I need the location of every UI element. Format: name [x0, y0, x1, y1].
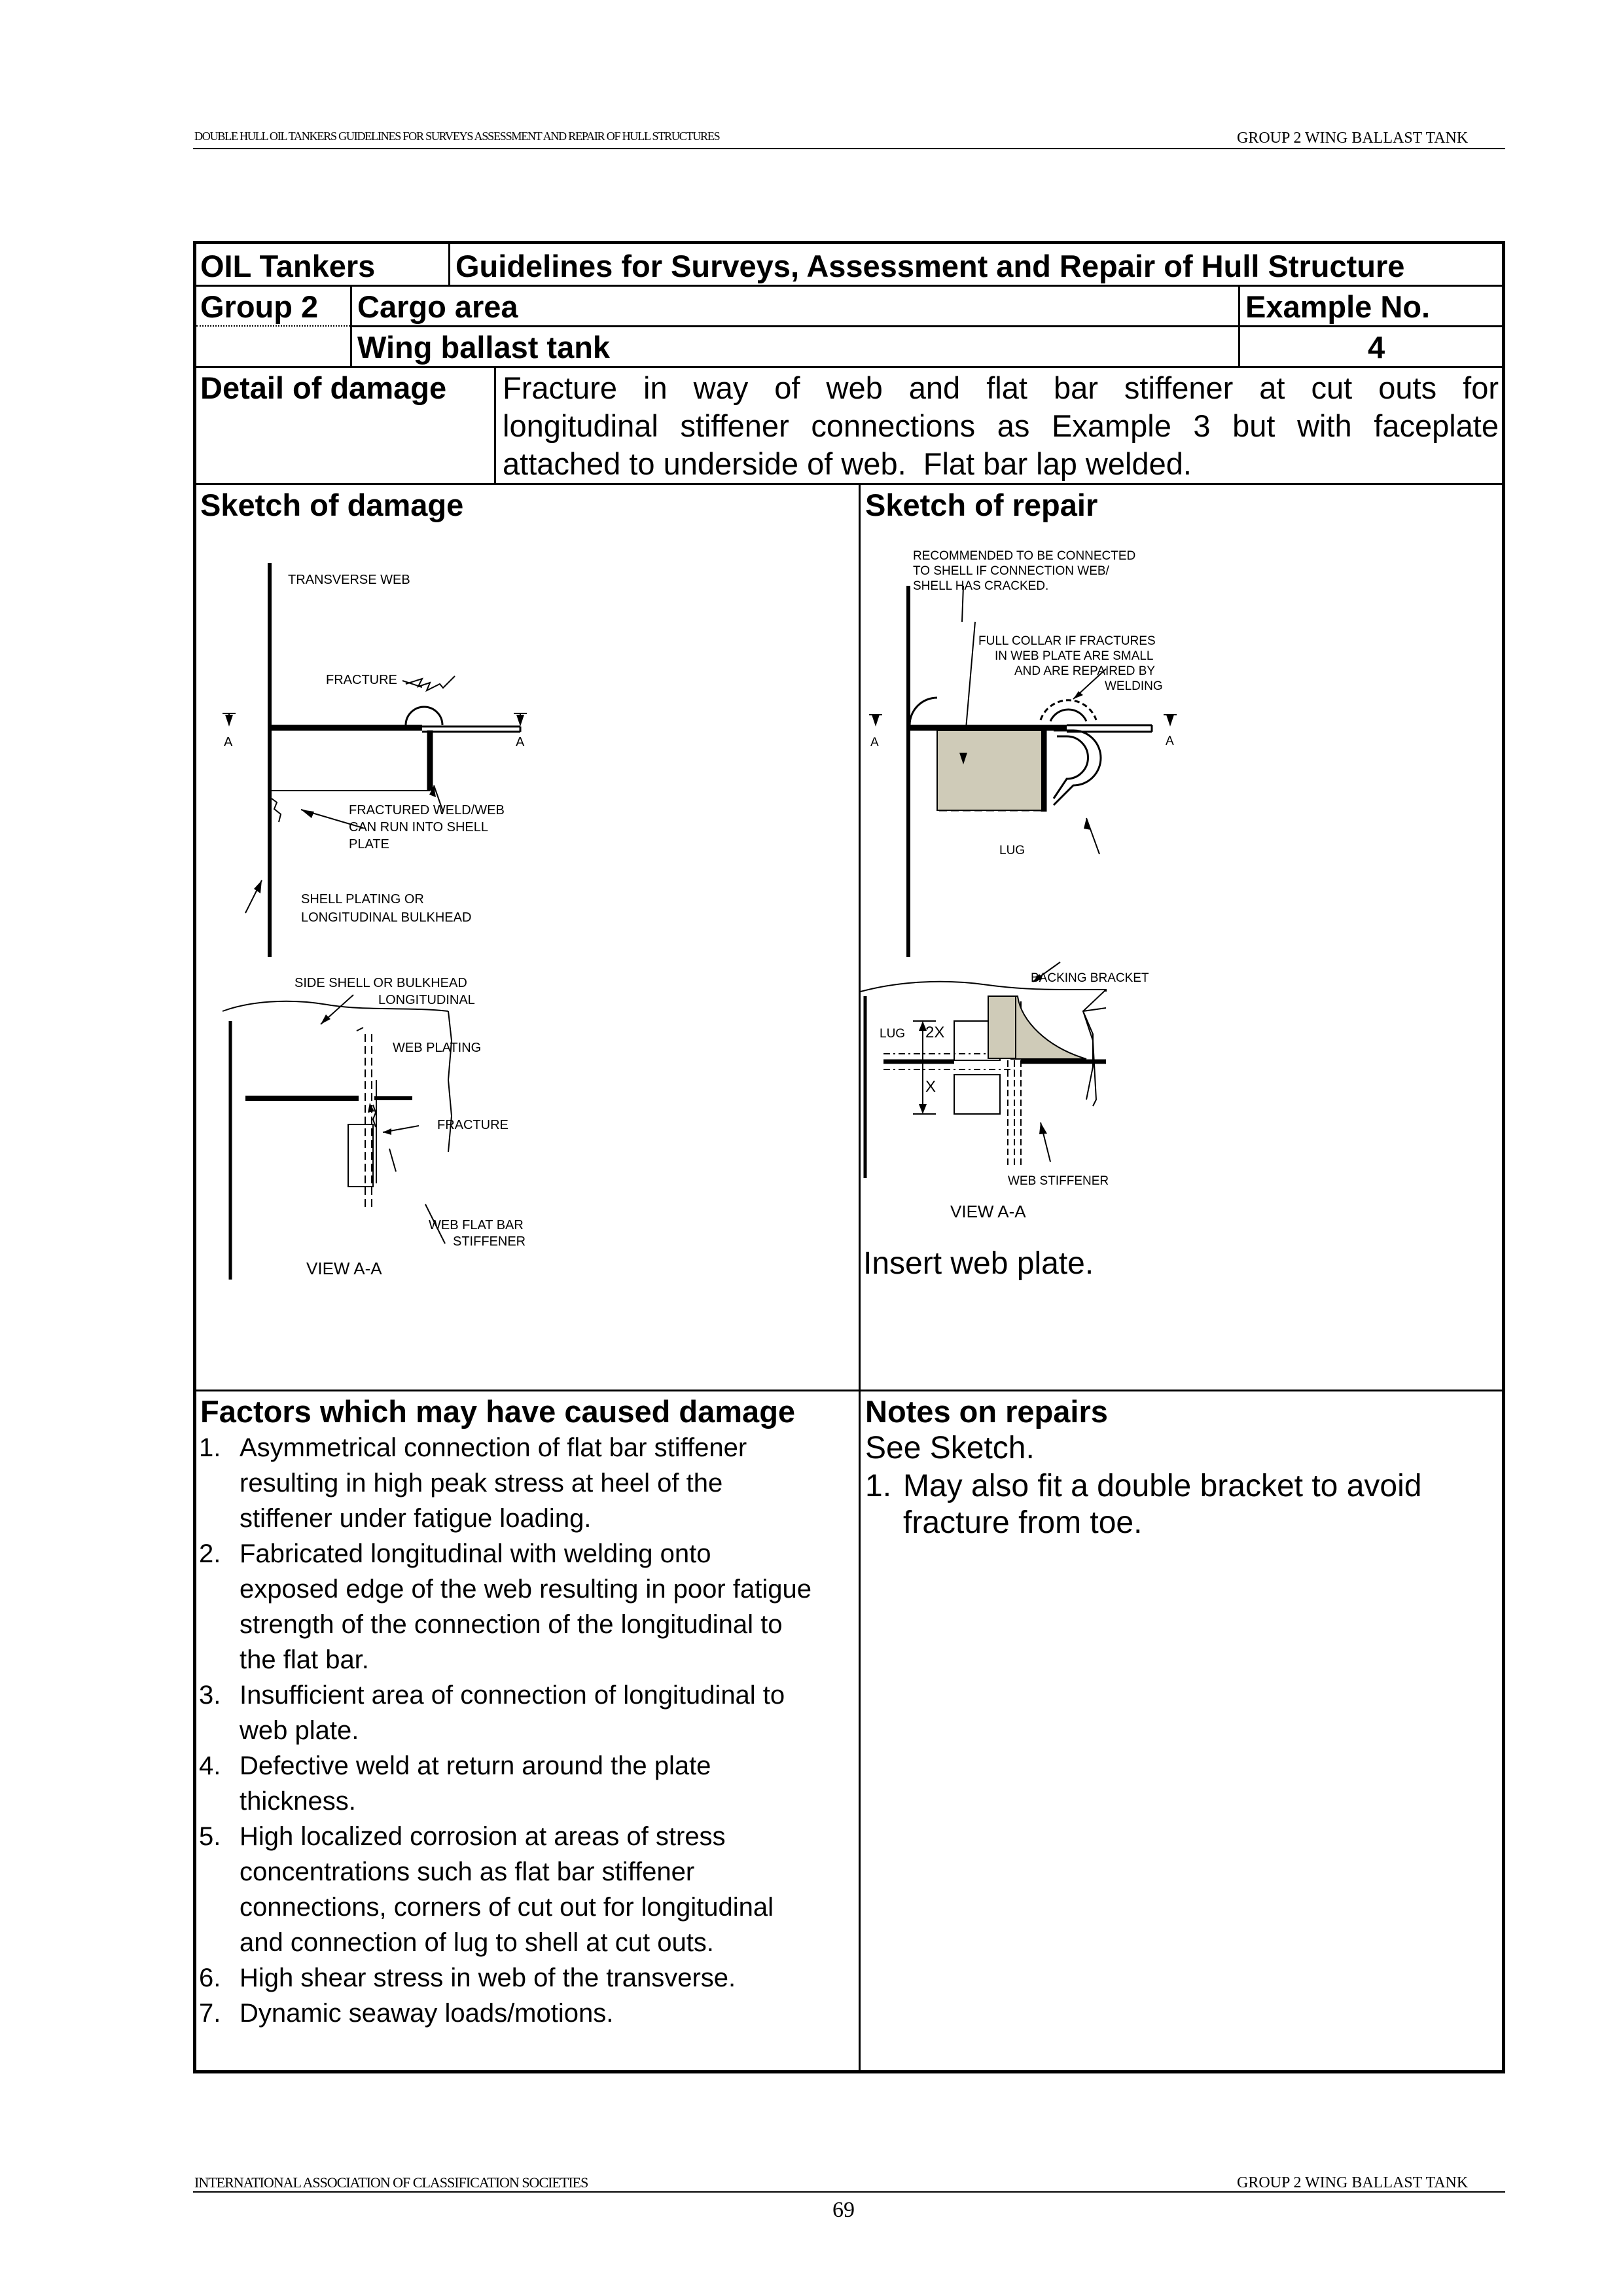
- factor-item: [199, 1748, 853, 1819]
- factor-line: High shear stress in web of the transverse.: [240, 1964, 736, 1992]
- factor-item: [199, 1819, 853, 1960]
- note-line-1a: May also fit a double bracket to avoid: [903, 1469, 1422, 1503]
- label-full-collar-3: AND ARE REPAIRED BY: [1014, 664, 1156, 678]
- damage-sketch: [196, 524, 851, 1374]
- label-web-flat-bar-2: STIFFENER: [453, 1234, 526, 1249]
- group-label: Group 2: [200, 289, 319, 324]
- example-label: Example No.: [1245, 289, 1431, 324]
- section-mark-a-left: A: [224, 735, 233, 749]
- factor-line: connections, corners of cut out for longitudinal: [240, 1893, 774, 1922]
- factor-line: and connection of lug to shell at cut outs.: [240, 1928, 714, 1957]
- doc-title: Guidelines for Surveys, Assessment and Repair of Hull Structure: [455, 249, 1405, 283]
- label-view-a-a-repair: VIEW A-A: [950, 1202, 1026, 1221]
- factor-line: Insufficient area of connection of longitudinal to: [240, 1681, 785, 1710]
- factor-item: [199, 1430, 853, 1536]
- label-shell-plating-2: LONGITUDINAL BULKHEAD: [301, 910, 472, 925]
- section-mark-a-left-repair: A: [870, 736, 879, 749]
- insert-plate: [937, 730, 1042, 810]
- label-fracture: FRACTURE: [326, 673, 397, 687]
- running-footer-right: GROUP 2 WING BALLAST TANK: [1237, 2174, 1469, 2191]
- detail-text-1: Fracture in way of web and flat bar stiffener at cut outs for: [503, 370, 1499, 405]
- running-header-right: GROUP 2 WING BALLAST TANK: [1237, 130, 1469, 147]
- factor-line: Asymmetrical connection of flat bar stiffener: [240, 1433, 747, 1462]
- label-lug-view: LUG: [880, 1027, 906, 1041]
- label-dim-x: X: [925, 1078, 936, 1096]
- factor-item: [199, 1996, 853, 2031]
- factor-line: Dynamic seaway loads/motions.: [240, 1999, 614, 2028]
- page-number: 69: [832, 2198, 855, 2222]
- doc-type: OIL Tankers: [200, 249, 376, 283]
- label-fractured-weld-3: PLATE: [349, 837, 389, 852]
- factor-text: [240, 1748, 842, 1819]
- location-label: Wing ballast tank: [357, 330, 611, 365]
- factor-number: 6.: [199, 1964, 221, 1992]
- factor-number: 5.: [199, 1822, 221, 1851]
- label-full-collar-4: WELDING: [1105, 679, 1163, 693]
- label-lug: LUG: [999, 844, 1026, 857]
- label-recommended-2: TO SHELL IF CONNECTION WEB/: [913, 564, 1109, 578]
- factor-text: [240, 1430, 842, 1536]
- repair-sketch: [857, 524, 1505, 1296]
- label-web-plating: WEB PLATING: [393, 1041, 482, 1055]
- label-fracture-2: FRACTURE: [437, 1118, 508, 1132]
- factor-line: the flat bar.: [240, 1645, 369, 1674]
- label-backing-bracket: BACKING BRACKET: [1031, 971, 1149, 985]
- factor-line: stiffener under fatigue loading.: [240, 1504, 592, 1533]
- factor-line: strength of the connection of the longitudinal to: [240, 1610, 783, 1639]
- factor-number: 3.: [199, 1681, 221, 1710]
- section-mark-a-right-repair: A: [1166, 734, 1174, 748]
- factor-line: Defective weld at return around the plate: [240, 1751, 711, 1780]
- factor-text: [240, 1960, 842, 1996]
- factor-text: [240, 1677, 842, 1748]
- running-footer-left: INTERNATIONAL ASSOCIATION OF CLASSIFICATION SOCIETIES: [194, 2174, 588, 2191]
- factor-number: 7.: [199, 1999, 221, 2028]
- factor-line: Fabricated longitudinal with welding onto: [240, 1539, 711, 1568]
- label-full-collar-1: FULL COLLAR IF FRACTURES: [978, 634, 1156, 648]
- factor-text: [240, 1536, 842, 1677]
- label-side-shell-2: LONGITUDINAL: [378, 993, 475, 1007]
- factor-item: [199, 1960, 853, 1996]
- header-rule: [193, 148, 1505, 149]
- example-number: 4: [1368, 330, 1385, 365]
- factor-line: concentrations such as flat bar stiffener: [240, 1857, 695, 1886]
- factor-line: exposed edge of the web resulting in poor fatigue: [240, 1575, 812, 1604]
- label-web-stiffener: WEB STIFFENER: [1008, 1174, 1109, 1188]
- sketch-repair-label: Sketch of repair: [865, 488, 1098, 522]
- note-line-1b: fracture from toe.: [903, 1505, 1143, 1540]
- factor-text: [240, 1819, 842, 1960]
- factor-line: resulting in high peak stress at heel of the: [240, 1469, 723, 1498]
- notes-intro: See Sketch.: [865, 1431, 1035, 1465]
- factor-number: 2.: [199, 1539, 221, 1568]
- label-fractured-weld-1: FRACTURED WELD/WEB: [349, 803, 505, 817]
- detail-label: Detail of damage: [200, 370, 447, 405]
- factor-text: [240, 1996, 842, 2031]
- label-transverse-web: TRANSVERSE WEB: [288, 573, 410, 587]
- area-label: Cargo area: [357, 289, 518, 324]
- label-web-flat-bar-1: WEB FLAT BAR: [429, 1218, 524, 1232]
- label-recommended-3: SHELL HAS CRACKED.: [913, 579, 1049, 593]
- factor-number: 1.: [199, 1433, 221, 1462]
- repair-caption: Insert web plate.: [863, 1246, 1094, 1281]
- factor-item: [199, 1677, 853, 1748]
- factor-line: thickness.: [240, 1787, 356, 1816]
- factor-number: 4.: [199, 1751, 221, 1780]
- detail-line-3: attached to underside of web. Flat bar lap welded.: [503, 446, 1192, 481]
- section-mark-a-right: A: [516, 735, 525, 749]
- running-header-left: DOUBLE HULL OIL TANKERS GUIDELINES FOR SURVEYS ASSESSMENT AND REPAIR OF HULL STRUCTURES: [194, 130, 720, 143]
- notes-label: Notes on repairs: [865, 1394, 1108, 1429]
- detail-text-2: longitudinal stiffener connections as Example 3 but with faceplate: [503, 408, 1499, 443]
- label-fractured-weld-2: CAN RUN INTO SHELL: [349, 820, 489, 834]
- detail-line-1: [503, 370, 1499, 406]
- factor-line: web plate.: [240, 1716, 359, 1745]
- factor-line: High localized corrosion at areas of stress: [240, 1822, 726, 1851]
- note-num-1: 1.: [865, 1469, 892, 1503]
- label-view-a-a-damage: VIEW A-A: [306, 1259, 382, 1278]
- label-full-collar-2: IN WEB PLATE ARE SMALL: [995, 649, 1154, 663]
- label-recommended-1: RECOMMENDED TO BE CONNECTED: [913, 549, 1136, 563]
- label-shell-plating-1: SHELL PLATING OR: [301, 892, 424, 906]
- factors-label: Factors which may have caused damage: [200, 1394, 796, 1429]
- label-side-shell-1: SIDE SHELL OR BULKHEAD: [294, 976, 467, 990]
- factor-item: [199, 1536, 853, 1677]
- label-dim-2x: 2X: [925, 1024, 945, 1041]
- sketch-damage-label: Sketch of damage: [200, 488, 464, 522]
- detail-line-2: [503, 408, 1499, 444]
